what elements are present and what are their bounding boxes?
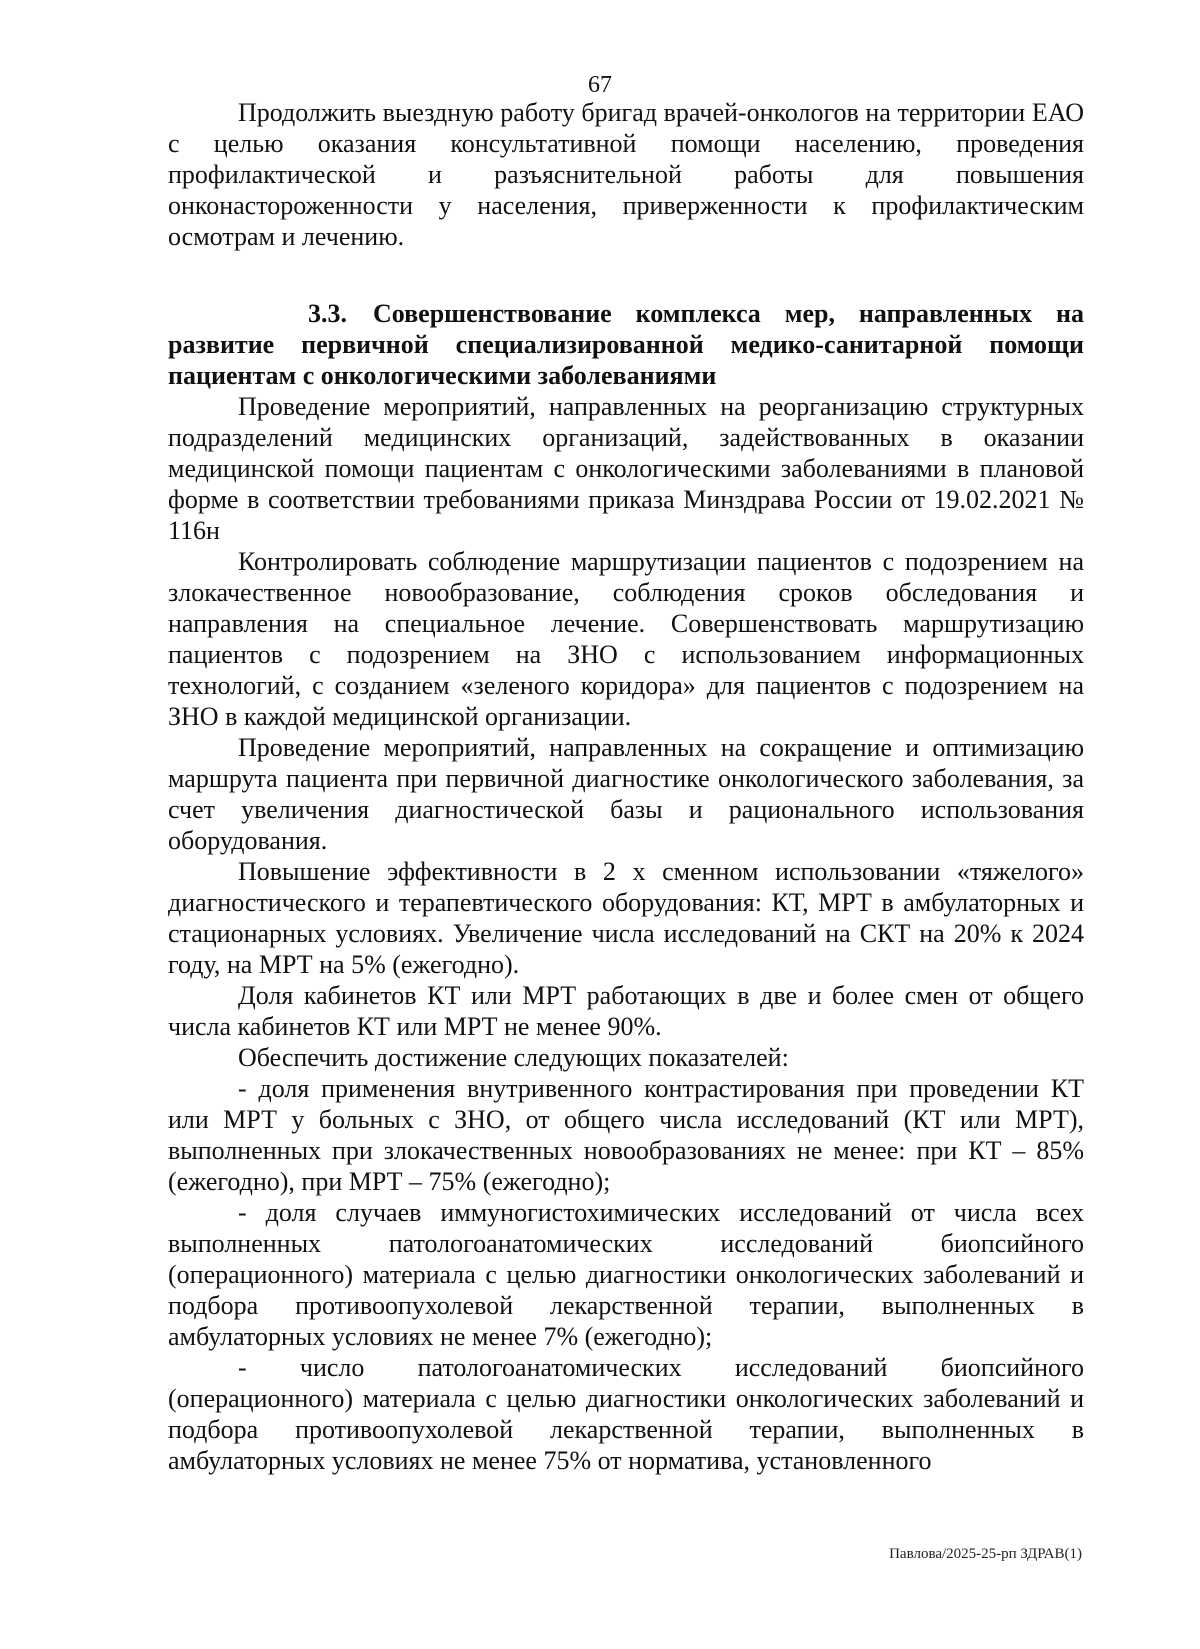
paragraph-route-optimization: Проведение мероприятий, направленных на сокращение и оптимизацию маршрута пациента при первичной диагностике онкологического заболевания, за счет увеличения диагностической базы и рационального использования оборудования. bbox=[168, 733, 1084, 855]
page-number: 67 bbox=[588, 72, 612, 98]
page-content bbox=[168, 97, 1084, 1476]
indicator-item-contrast: - доля применения внутривенного контрастирования при проведении КТ или МРТ у больных с ЗНО, от общего числа исследований (КТ или МРТ), выполненных при злокачественных новообразованиях не менее: при КТ – 85% (ежегодно), при МРТ – 75% (ежегодно); bbox=[168, 1074, 1084, 1196]
paragraph-equipment-efficiency: Повышение эффективности в 2 х сменном использовании «тяжелого» диагностического и терапевтического оборудования: КТ, МРТ в амбулаторных и стационарных условиях. Увеличение числа исследований на СКТ на 20% к 2024 году, на МРТ на 5% (ежегодно). bbox=[168, 857, 1084, 979]
document-footer-code: Павлова/2025-25-рп ЗДРАВ(1) bbox=[889, 1546, 1082, 1562]
paragraph-reorganization: Проведение мероприятий, направленных на реорганизацию структурных подразделений медицинских организаций, задействованных в оказании медицинской помощи пациентам с онкологическими заболеваниями в плановой форме в соответствии требованиями приказа Минздрава России от 19.02.2021 № 116н bbox=[168, 392, 1084, 545]
section-title: Совершенствование комплекса мер, направленных на развитие первичной специализированной медико-санитарной помощи пациентам с онкологическими заболеваниями bbox=[168, 299, 1084, 390]
indicator-item-pathology: - число патологоанатомических исследований биопсийного (операционного) материала с целью диагностики онкологических заболеваний и подбора противоопухолевой лекарственной терапии, выполненных в амбулаторных условиях не менее 75% от норматива, установленного bbox=[168, 1353, 1084, 1475]
paragraph-routing-control: Контролировать соблюдение маршрутизации пациентов с подозрением на злокачественное новообразование, соблюдения сроков обследования и направления на специальное лечение. Совершенствовать маршрутизацию пациентов с подозрением на ЗНО с использованием информационных технологий, с созданием «зеленого коридора» для пациентов с подозрением на ЗНО в каждой медицинской организации. bbox=[168, 547, 1084, 731]
section-number: 3.3. bbox=[308, 299, 347, 328]
intro-paragraph: Продолжить выездную работу бригад врачей-онкологов на территории ЕАО с целью оказания консультативной помощи населению, проведения профилактической и разъяснительной работы для повышения онконастороженности у населения, приверженности к профилактическим осмотрам и лечению. bbox=[168, 98, 1084, 251]
paragraph-indicators-intro: Обеспечить достижение следующих показателей: bbox=[238, 1043, 789, 1072]
indicator-item-immunohistochemistry: - доля случаев иммуногистохимических исследований от числа всех выполненных патологоанатомических исследований биопсийного (операционного) материала с целью диагностики онкологических заболеваний и подбора противоопухолевой лекарственной терапии, выполненных в амбулаторных условиях не менее 7% (ежегодно); bbox=[168, 1198, 1084, 1351]
section-heading bbox=[168, 298, 1084, 391]
paragraph-cabinet-share: Доля кабинетов КТ или МРТ работающих в две и более смен от общего числа кабинетов КТ или МРТ не менее 90%. bbox=[168, 981, 1084, 1041]
